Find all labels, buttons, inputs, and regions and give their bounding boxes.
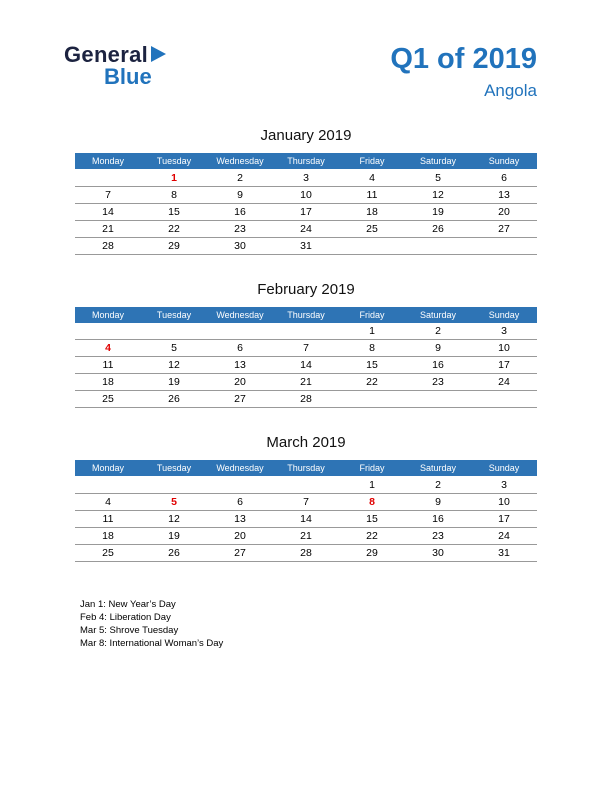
day-header-tuesday: Tuesday <box>141 307 207 323</box>
footnote-mar5: Mar 5: Shrove Tuesday <box>80 624 179 636</box>
date-cell: 26 <box>405 220 471 237</box>
date-cell: 27 <box>471 220 537 237</box>
date-cell: 17 <box>273 203 339 220</box>
date-cell: 5 <box>141 340 207 357</box>
date-cell: 18 <box>75 527 141 544</box>
date-cell: 5 <box>405 169 471 186</box>
day-header-row <box>75 307 537 323</box>
day-header-sunday: Sunday <box>471 460 537 476</box>
date-cell: 18 <box>75 374 141 391</box>
month-title: January 2019 <box>260 127 352 145</box>
month-title: February 2019 <box>257 280 355 298</box>
date-cell: 14 <box>273 357 339 374</box>
day-header-wednesday: Wednesday <box>207 460 273 476</box>
calendar-table-february <box>75 307 537 409</box>
date-cell: 16 <box>207 203 273 220</box>
footnote-mar8: Mar 8: International Woman’s Day <box>80 637 224 649</box>
date-cell: 9 <box>405 493 471 510</box>
date-cell: 31 <box>273 237 339 254</box>
date-cell: 19 <box>141 527 207 544</box>
logo-text-blue: Blue <box>104 64 152 89</box>
date-cell: 3 <box>273 169 339 186</box>
date-cell: 29 <box>141 237 207 254</box>
date-cell: 10 <box>471 493 537 510</box>
months-container <box>0 127 612 562</box>
day-header-tuesday: Tuesday <box>141 153 207 169</box>
empty-date-cell <box>141 476 207 493</box>
date-cell: 8 <box>339 340 405 357</box>
date-cell: 7 <box>75 186 141 203</box>
date-cell: 13 <box>471 186 537 203</box>
empty-date-cell <box>273 476 339 493</box>
week-row <box>75 237 537 254</box>
date-cell: 2 <box>207 169 273 186</box>
date-cell: 16 <box>405 357 471 374</box>
date-cell: 10 <box>471 340 537 357</box>
day-header-monday: Monday <box>75 153 141 169</box>
date-cell: 4 <box>339 169 405 186</box>
date-cell: 24 <box>471 527 537 544</box>
logo-line-general <box>64 44 166 66</box>
date-cell: 30 <box>405 544 471 561</box>
date-cell: 24 <box>273 220 339 237</box>
date-cell: 11 <box>75 357 141 374</box>
day-header-wednesday: Wednesday <box>207 153 273 169</box>
date-cell: 28 <box>273 544 339 561</box>
date-cell: 19 <box>141 374 207 391</box>
date-cell: 3 <box>471 323 537 340</box>
date-cell: 8 <box>339 493 405 510</box>
date-cell: 6 <box>207 340 273 357</box>
date-cell: 16 <box>405 510 471 527</box>
month-title: March 2019 <box>266 434 346 452</box>
empty-date-cell <box>207 323 273 340</box>
day-header-row <box>75 153 537 169</box>
week-row <box>75 527 537 544</box>
date-cell: 9 <box>207 186 273 203</box>
week-row <box>75 374 537 391</box>
day-header-saturday: Saturday <box>405 153 471 169</box>
date-cell: 4 <box>75 340 141 357</box>
date-cell: 30 <box>207 237 273 254</box>
date-cell: 2 <box>405 323 471 340</box>
empty-date-cell <box>273 323 339 340</box>
day-header-friday: Friday <box>339 153 405 169</box>
day-header-saturday: Saturday <box>405 460 471 476</box>
day-header-friday: Friday <box>339 307 405 323</box>
month-january <box>75 127 537 255</box>
date-cell: 21 <box>273 374 339 391</box>
page-subtitle: Angola <box>484 81 537 101</box>
date-cell: 6 <box>207 493 273 510</box>
date-cell: 12 <box>405 186 471 203</box>
week-row <box>75 544 537 561</box>
week-row <box>75 203 537 220</box>
date-cell: 1 <box>141 169 207 186</box>
date-cell: 3 <box>471 476 537 493</box>
logo-text-general: General <box>64 42 149 67</box>
date-cell: 26 <box>141 544 207 561</box>
calendar-table-march <box>75 460 537 562</box>
date-cell: 8 <box>141 186 207 203</box>
date-cell: 27 <box>207 391 273 408</box>
day-header-monday: Monday <box>75 460 141 476</box>
empty-date-cell <box>405 391 471 408</box>
date-cell: 2 <box>405 476 471 493</box>
date-cell: 26 <box>141 391 207 408</box>
page-header <box>0 0 612 101</box>
date-cell: 9 <box>405 340 471 357</box>
week-row <box>75 220 537 237</box>
date-cell: 20 <box>207 374 273 391</box>
calendar-table-january <box>75 153 537 255</box>
date-cell: 18 <box>339 203 405 220</box>
empty-date-cell <box>339 237 405 254</box>
date-cell: 12 <box>141 510 207 527</box>
date-cell: 5 <box>141 493 207 510</box>
empty-date-cell <box>339 391 405 408</box>
date-cell: 29 <box>339 544 405 561</box>
date-cell: 23 <box>405 374 471 391</box>
logo-flag-icon <box>151 46 166 62</box>
date-cell: 20 <box>207 527 273 544</box>
date-cell: 14 <box>75 203 141 220</box>
date-cell: 22 <box>141 220 207 237</box>
date-cell: 21 <box>75 220 141 237</box>
empty-date-cell <box>75 323 141 340</box>
week-row <box>75 493 537 510</box>
week-row <box>75 357 537 374</box>
date-cell: 6 <box>471 169 537 186</box>
date-cell: 27 <box>207 544 273 561</box>
empty-date-cell <box>75 476 141 493</box>
day-header-monday: Monday <box>75 307 141 323</box>
week-row <box>75 169 537 186</box>
day-header-friday: Friday <box>339 460 405 476</box>
date-cell: 17 <box>471 357 537 374</box>
date-cell: 10 <box>273 186 339 203</box>
date-cell: 21 <box>273 527 339 544</box>
date-cell: 15 <box>141 203 207 220</box>
date-cell: 13 <box>207 510 273 527</box>
week-row <box>75 510 537 527</box>
date-cell: 25 <box>75 544 141 561</box>
date-cell: 13 <box>207 357 273 374</box>
date-cell: 25 <box>339 220 405 237</box>
day-header-thursday: Thursday <box>273 460 339 476</box>
day-header-row <box>75 460 537 476</box>
day-header-sunday: Sunday <box>471 307 537 323</box>
week-row <box>75 476 537 493</box>
empty-date-cell <box>75 169 141 186</box>
day-header-sunday: Sunday <box>471 153 537 169</box>
empty-date-cell <box>207 476 273 493</box>
date-cell: 11 <box>339 186 405 203</box>
empty-date-cell <box>471 237 537 254</box>
date-cell: 15 <box>339 510 405 527</box>
date-cell: 22 <box>339 374 405 391</box>
date-cell: 7 <box>273 340 339 357</box>
date-cell: 23 <box>405 527 471 544</box>
day-header-thursday: Thursday <box>273 307 339 323</box>
week-row <box>75 391 537 408</box>
date-cell: 4 <box>75 493 141 510</box>
date-cell: 24 <box>471 374 537 391</box>
footnote-jan1: Jan 1: New Year’s Day <box>80 598 176 610</box>
date-cell: 1 <box>339 476 405 493</box>
date-cell: 28 <box>75 237 141 254</box>
week-row <box>75 186 537 203</box>
date-cell: 25 <box>75 391 141 408</box>
general-blue-logo <box>64 44 166 88</box>
empty-date-cell <box>471 391 537 408</box>
month-march <box>75 434 537 562</box>
date-cell: 19 <box>405 203 471 220</box>
title-block <box>390 44 537 101</box>
date-cell: 17 <box>471 510 537 527</box>
date-cell: 11 <box>75 510 141 527</box>
day-header-tuesday: Tuesday <box>141 460 207 476</box>
date-cell: 14 <box>273 510 339 527</box>
date-cell: 28 <box>273 391 339 408</box>
week-row <box>75 323 537 340</box>
footnote-feb4: Feb 4: Liberation Day <box>80 611 171 623</box>
holiday-footnotes <box>80 598 612 650</box>
day-header-saturday: Saturday <box>405 307 471 323</box>
date-cell: 23 <box>207 220 273 237</box>
month-february <box>75 281 537 409</box>
day-header-thursday: Thursday <box>273 153 339 169</box>
date-cell: 31 <box>471 544 537 561</box>
date-cell: 20 <box>471 203 537 220</box>
empty-date-cell <box>141 323 207 340</box>
day-header-wednesday: Wednesday <box>207 307 273 323</box>
date-cell: 22 <box>339 527 405 544</box>
date-cell: 15 <box>339 357 405 374</box>
page-title: Q1 of 2019 <box>390 43 537 75</box>
date-cell: 7 <box>273 493 339 510</box>
week-row <box>75 340 537 357</box>
date-cell: 1 <box>339 323 405 340</box>
empty-date-cell <box>405 237 471 254</box>
date-cell: 12 <box>141 357 207 374</box>
